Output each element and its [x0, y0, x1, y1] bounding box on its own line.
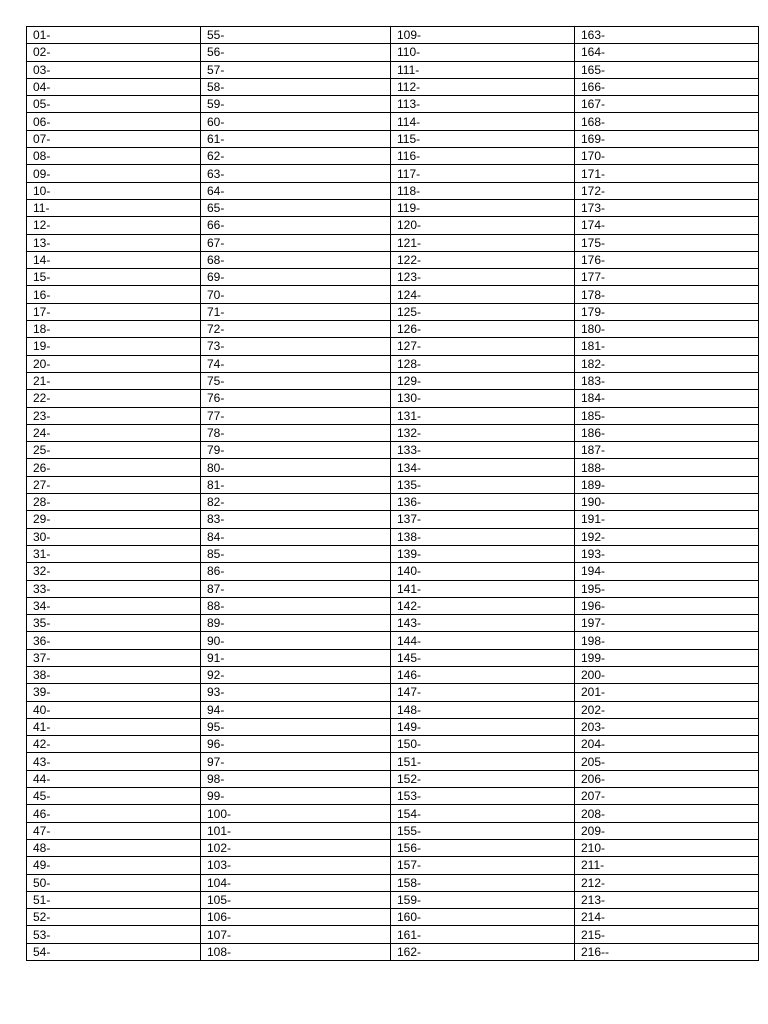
table-row: [27, 528, 759, 545]
answer-cell: 129-: [391, 372, 575, 389]
answer-cell: 130-: [391, 390, 575, 407]
table-row: [27, 78, 759, 95]
answer-cell: 205-: [575, 753, 759, 770]
answer-cell: 172-: [575, 182, 759, 199]
table-row: [27, 666, 759, 683]
answer-cell: 118-: [391, 182, 575, 199]
answer-cell: 82-: [201, 494, 391, 511]
answer-cell: 158-: [391, 874, 575, 891]
table-row: [27, 597, 759, 614]
answer-cell: 113-: [391, 96, 575, 113]
answer-cell: 94-: [201, 701, 391, 718]
answer-cell: 165-: [575, 61, 759, 78]
table-row: [27, 372, 759, 389]
answer-cell: 201-: [575, 684, 759, 701]
table-body: [27, 27, 759, 961]
table-row: [27, 165, 759, 182]
answer-cell: 215-: [575, 926, 759, 943]
answer-cell: 178-: [575, 286, 759, 303]
answer-cell: 185-: [575, 407, 759, 424]
table-row: [27, 182, 759, 199]
answer-cell: 119-: [391, 199, 575, 216]
answer-cell: 133-: [391, 442, 575, 459]
answer-cell: 87-: [201, 580, 391, 597]
answer-cell: 46-: [27, 805, 201, 822]
answer-cell: 202-: [575, 701, 759, 718]
answer-cell: 49-: [27, 857, 201, 874]
table-row: [27, 442, 759, 459]
answer-cell: 120-: [391, 217, 575, 234]
answer-cell: 45-: [27, 788, 201, 805]
answer-cell: 181-: [575, 338, 759, 355]
answer-cell: 164-: [575, 44, 759, 61]
answer-cell: 27-: [27, 476, 201, 493]
answer-cell: 204-: [575, 736, 759, 753]
answer-cell: 33-: [27, 580, 201, 597]
answer-cell: 139-: [391, 545, 575, 562]
answer-cell: 134-: [391, 459, 575, 476]
answer-cell: 41-: [27, 718, 201, 735]
answer-cell: 88-: [201, 597, 391, 614]
table-row: [27, 701, 759, 718]
answer-cell: 112-: [391, 78, 575, 95]
answer-cell: 124-: [391, 286, 575, 303]
answer-cell: 216--: [575, 943, 759, 960]
answer-cell: 140-: [391, 563, 575, 580]
answer-cell: 148-: [391, 701, 575, 718]
table-row: [27, 407, 759, 424]
answer-cell: 21-: [27, 372, 201, 389]
table-row: [27, 96, 759, 113]
answer-cell: 77-: [201, 407, 391, 424]
answer-sheet: [26, 26, 758, 961]
answer-cell: 76-: [201, 390, 391, 407]
table-row: [27, 148, 759, 165]
table-row: [27, 511, 759, 528]
answer-cell: 34-: [27, 597, 201, 614]
table-row: [27, 943, 759, 960]
answer-cell: 208-: [575, 805, 759, 822]
answer-cell: 159-: [391, 891, 575, 908]
answer-cell: 102-: [201, 839, 391, 856]
answer-cell: 153-: [391, 788, 575, 805]
answer-cell: 168-: [575, 113, 759, 130]
answer-cell: 114-: [391, 113, 575, 130]
answer-cell: 123-: [391, 269, 575, 286]
answer-cell: 96-: [201, 736, 391, 753]
answer-cell: 169-: [575, 130, 759, 147]
answer-cell: 02-: [27, 44, 201, 61]
answer-cell: 75-: [201, 372, 391, 389]
answer-cell: 213-: [575, 891, 759, 908]
answer-cell: 142-: [391, 597, 575, 614]
answer-cell: 150-: [391, 736, 575, 753]
answer-cell: 97-: [201, 753, 391, 770]
answer-cell: 71-: [201, 303, 391, 320]
answer-cell: 63-: [201, 165, 391, 182]
table-row: [27, 199, 759, 216]
answer-cell: 107-: [201, 926, 391, 943]
answer-cell: 145-: [391, 649, 575, 666]
answer-cell: 111-: [391, 61, 575, 78]
answer-cell: 132-: [391, 424, 575, 441]
answer-cell: 147-: [391, 684, 575, 701]
table-row: [27, 251, 759, 268]
answer-cell: 189-: [575, 476, 759, 493]
answer-cell: 22-: [27, 390, 201, 407]
answer-cell: 64-: [201, 182, 391, 199]
table-row: [27, 338, 759, 355]
answer-cell: 56-: [201, 44, 391, 61]
answer-cell: 65-: [201, 199, 391, 216]
answer-cell: 16-: [27, 286, 201, 303]
table-row: [27, 822, 759, 839]
answer-cell: 54-: [27, 943, 201, 960]
answer-cell: 100-: [201, 805, 391, 822]
table-row: [27, 891, 759, 908]
answer-cell: 15-: [27, 269, 201, 286]
answer-cell: 203-: [575, 718, 759, 735]
table-row: [27, 303, 759, 320]
table-row: [27, 563, 759, 580]
answer-cell: 143-: [391, 615, 575, 632]
answer-cell: 192-: [575, 528, 759, 545]
answer-cell: 196-: [575, 597, 759, 614]
table-row: [27, 874, 759, 891]
answer-cell: 162-: [391, 943, 575, 960]
answer-cell: 131-: [391, 407, 575, 424]
answer-cell: 141-: [391, 580, 575, 597]
answer-cell: 12-: [27, 217, 201, 234]
answer-cell: 98-: [201, 770, 391, 787]
answer-cell: 70-: [201, 286, 391, 303]
answer-cell: 67-: [201, 234, 391, 251]
answer-cell: 186-: [575, 424, 759, 441]
table-row: [27, 839, 759, 856]
table-row: [27, 459, 759, 476]
answer-cell: 105-: [201, 891, 391, 908]
answer-cell: 167-: [575, 96, 759, 113]
answer-cell: 103-: [201, 857, 391, 874]
answer-cell: 37-: [27, 649, 201, 666]
answer-cell: 160-: [391, 909, 575, 926]
answer-cell: 68-: [201, 251, 391, 268]
table-row: [27, 424, 759, 441]
answer-cell: 91-: [201, 649, 391, 666]
table-row: [27, 805, 759, 822]
table-row: [27, 321, 759, 338]
answer-cell: 39-: [27, 684, 201, 701]
answer-cell: 73-: [201, 338, 391, 355]
answer-cell: 53-: [27, 926, 201, 943]
answer-cell: 138-: [391, 528, 575, 545]
answer-cell: 20-: [27, 355, 201, 372]
table-row: [27, 44, 759, 61]
answer-cell: 24-: [27, 424, 201, 441]
answer-cell: 146-: [391, 666, 575, 683]
answer-cell: 106-: [201, 909, 391, 926]
answer-cell: 127-: [391, 338, 575, 355]
table-row: [27, 580, 759, 597]
table-row: [27, 909, 759, 926]
answer-cell: 182-: [575, 355, 759, 372]
answer-cell: 51-: [27, 891, 201, 908]
answer-cell: 179-: [575, 303, 759, 320]
answer-cell: 42-: [27, 736, 201, 753]
answer-cell: 176-: [575, 251, 759, 268]
answer-cell: 93-: [201, 684, 391, 701]
table-row: [27, 788, 759, 805]
answer-cell: 180-: [575, 321, 759, 338]
table-row: [27, 857, 759, 874]
answer-cell: 207-: [575, 788, 759, 805]
answer-cell: 23-: [27, 407, 201, 424]
table-row: [27, 649, 759, 666]
answer-cell: 59-: [201, 96, 391, 113]
answer-cell: 18-: [27, 321, 201, 338]
answer-cell: 13-: [27, 234, 201, 251]
table-row: [27, 355, 759, 372]
answer-cell: 58-: [201, 78, 391, 95]
answer-cell: 48-: [27, 839, 201, 856]
answer-cell: 01-: [27, 27, 201, 44]
answer-cell: 14-: [27, 251, 201, 268]
table-row: [27, 736, 759, 753]
answer-cell: 29-: [27, 511, 201, 528]
answer-cell: 163-: [575, 27, 759, 44]
answer-cell: 03-: [27, 61, 201, 78]
table-row: [27, 286, 759, 303]
answer-cell: 26-: [27, 459, 201, 476]
answer-cell: 194-: [575, 563, 759, 580]
table-row: [27, 390, 759, 407]
numbered-answer-table: [26, 26, 759, 961]
answer-cell: 66-: [201, 217, 391, 234]
answer-cell: 44-: [27, 770, 201, 787]
answer-cell: 128-: [391, 355, 575, 372]
answer-cell: 175-: [575, 234, 759, 251]
table-row: [27, 476, 759, 493]
answer-cell: 151-: [391, 753, 575, 770]
answer-cell: 117-: [391, 165, 575, 182]
answer-cell: 115-: [391, 130, 575, 147]
table-row: [27, 718, 759, 735]
answer-cell: 38-: [27, 666, 201, 683]
answer-cell: 50-: [27, 874, 201, 891]
answer-cell: 19-: [27, 338, 201, 355]
answer-cell: 210-: [575, 839, 759, 856]
answer-cell: 211-: [575, 857, 759, 874]
answer-cell: 62-: [201, 148, 391, 165]
answer-cell: 161-: [391, 926, 575, 943]
answer-cell: 155-: [391, 822, 575, 839]
table-row: [27, 269, 759, 286]
answer-cell: 84-: [201, 528, 391, 545]
answer-cell: 197-: [575, 615, 759, 632]
answer-cell: 121-: [391, 234, 575, 251]
answer-cell: 171-: [575, 165, 759, 182]
answer-cell: 116-: [391, 148, 575, 165]
answer-cell: 30-: [27, 528, 201, 545]
answer-cell: 156-: [391, 839, 575, 856]
answer-cell: 90-: [201, 632, 391, 649]
answer-cell: 209-: [575, 822, 759, 839]
answer-cell: 95-: [201, 718, 391, 735]
answer-cell: 183-: [575, 372, 759, 389]
answer-cell: 36-: [27, 632, 201, 649]
answer-cell: 72-: [201, 321, 391, 338]
answer-cell: 174-: [575, 217, 759, 234]
table-row: [27, 545, 759, 562]
table-row: [27, 926, 759, 943]
answer-cell: 110-: [391, 44, 575, 61]
answer-cell: 193-: [575, 545, 759, 562]
answer-cell: 149-: [391, 718, 575, 735]
answer-cell: 04-: [27, 78, 201, 95]
answer-cell: 184-: [575, 390, 759, 407]
answer-cell: 69-: [201, 269, 391, 286]
answer-cell: 188-: [575, 459, 759, 476]
answer-cell: 152-: [391, 770, 575, 787]
answer-cell: 177-: [575, 269, 759, 286]
answer-cell: 200-: [575, 666, 759, 683]
table-row: [27, 494, 759, 511]
answer-cell: 08-: [27, 148, 201, 165]
answer-cell: 101-: [201, 822, 391, 839]
answer-cell: 99-: [201, 788, 391, 805]
answer-cell: 125-: [391, 303, 575, 320]
table-row: [27, 61, 759, 78]
answer-cell: 166-: [575, 78, 759, 95]
answer-cell: 79-: [201, 442, 391, 459]
answer-cell: 137-: [391, 511, 575, 528]
answer-cell: 05-: [27, 96, 201, 113]
table-row: [27, 217, 759, 234]
answer-cell: 109-: [391, 27, 575, 44]
answer-cell: 80-: [201, 459, 391, 476]
table-row: [27, 632, 759, 649]
answer-cell: 78-: [201, 424, 391, 441]
answer-cell: 25-: [27, 442, 201, 459]
answer-cell: 61-: [201, 130, 391, 147]
answer-cell: 74-: [201, 355, 391, 372]
table-row: [27, 615, 759, 632]
answer-cell: 187-: [575, 442, 759, 459]
answer-cell: 43-: [27, 753, 201, 770]
answer-cell: 28-: [27, 494, 201, 511]
answer-cell: 89-: [201, 615, 391, 632]
answer-cell: 122-: [391, 251, 575, 268]
answer-cell: 173-: [575, 199, 759, 216]
answer-cell: 92-: [201, 666, 391, 683]
answer-cell: 195-: [575, 580, 759, 597]
answer-cell: 17-: [27, 303, 201, 320]
answer-cell: 60-: [201, 113, 391, 130]
answer-cell: 108-: [201, 943, 391, 960]
answer-cell: 31-: [27, 545, 201, 562]
answer-cell: 55-: [201, 27, 391, 44]
answer-cell: 07-: [27, 130, 201, 147]
answer-cell: 11-: [27, 199, 201, 216]
answer-cell: 126-: [391, 321, 575, 338]
answer-cell: 191-: [575, 511, 759, 528]
answer-cell: 83-: [201, 511, 391, 528]
answer-cell: 212-: [575, 874, 759, 891]
answer-cell: 144-: [391, 632, 575, 649]
table-row: [27, 130, 759, 147]
answer-cell: 157-: [391, 857, 575, 874]
answer-cell: 154-: [391, 805, 575, 822]
answer-cell: 32-: [27, 563, 201, 580]
answer-cell: 135-: [391, 476, 575, 493]
answer-cell: 206-: [575, 770, 759, 787]
table-row: [27, 753, 759, 770]
answer-cell: 57-: [201, 61, 391, 78]
answer-cell: 85-: [201, 545, 391, 562]
table-row: [27, 684, 759, 701]
answer-cell: 35-: [27, 615, 201, 632]
table-row: [27, 27, 759, 44]
answer-cell: 190-: [575, 494, 759, 511]
table-row: [27, 770, 759, 787]
answer-cell: 86-: [201, 563, 391, 580]
answer-cell: 136-: [391, 494, 575, 511]
answer-cell: 06-: [27, 113, 201, 130]
answer-cell: 214-: [575, 909, 759, 926]
answer-cell: 199-: [575, 649, 759, 666]
answer-cell: 10-: [27, 182, 201, 199]
answer-cell: 47-: [27, 822, 201, 839]
table-row: [27, 234, 759, 251]
answer-cell: 40-: [27, 701, 201, 718]
answer-cell: 52-: [27, 909, 201, 926]
answer-cell: 104-: [201, 874, 391, 891]
table-row: [27, 113, 759, 130]
answer-cell: 09-: [27, 165, 201, 182]
answer-cell: 198-: [575, 632, 759, 649]
answer-cell: 81-: [201, 476, 391, 493]
answer-cell: 170-: [575, 148, 759, 165]
